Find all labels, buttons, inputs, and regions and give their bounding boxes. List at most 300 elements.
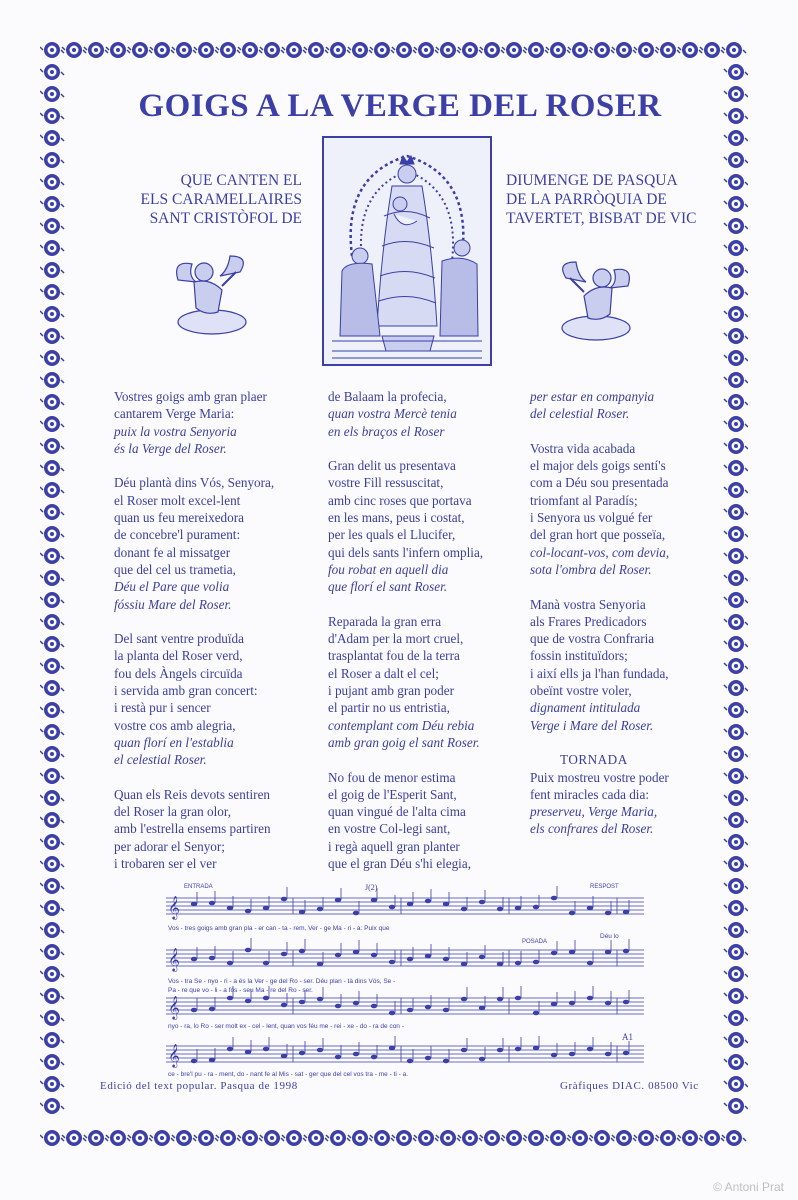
border-ornament — [40, 130, 64, 146]
music-note — [479, 1006, 485, 1011]
border-ornament — [724, 1098, 748, 1114]
border-ornament — [40, 504, 64, 520]
border-ornament — [282, 42, 306, 58]
border-ornament — [40, 680, 64, 696]
border-ornament — [724, 174, 748, 190]
music-note — [335, 1055, 341, 1060]
border-ornament — [40, 1032, 64, 1048]
verse-line: en les mans, peus i costat, — [328, 510, 465, 526]
border-ornament — [128, 1130, 152, 1146]
music-note — [587, 961, 593, 966]
music-note — [587, 996, 593, 1001]
subtitle-left-line: ELS CARAMELLAIRES — [140, 191, 302, 208]
music-note — [281, 1054, 287, 1059]
music-note — [209, 1007, 215, 1012]
verse-line: Déu plantà dins Vós, Senyora, — [114, 475, 275, 491]
border-ornament — [700, 42, 724, 58]
music-note — [371, 1004, 377, 1009]
border-ornament — [524, 42, 548, 58]
border-ornament — [634, 1130, 658, 1146]
border-ornament — [546, 42, 570, 58]
subtitle-right-line: DIUMENGE DE PASQUA — [506, 172, 678, 189]
page-title: GOIGS A LA VERGE DEL ROSER — [138, 88, 662, 124]
music-mark-posada: POSADA — [522, 939, 548, 945]
subtitle-left-line: QUE CANTEN EL — [180, 172, 302, 189]
virgin-of-the-rosary-woodcut — [322, 136, 492, 366]
border-ornament — [724, 86, 748, 102]
music-note — [299, 949, 305, 954]
border-ornament — [40, 240, 64, 256]
lyric-line: Vos - tra Se - nyo - ri - a és la Ver - ge del Ro - ser. Déu plan - tà dins Vós, Se - — [168, 978, 396, 985]
stanza-gap — [530, 734, 730, 751]
verse-line: i servida amb gran concert: — [114, 683, 258, 699]
music-note — [443, 1059, 449, 1064]
border-ornament — [216, 42, 240, 58]
border-ornament — [40, 548, 64, 564]
music-note — [263, 1047, 269, 1052]
border-ornament — [40, 1130, 64, 1146]
border-ornament — [724, 900, 748, 916]
verse-line: el Roser a dalt el cel; — [328, 665, 439, 681]
border-ornament — [724, 240, 748, 256]
verse-line: de concebre'l purament: — [114, 527, 241, 543]
verse-line: preserveu, Verge Maria, — [530, 804, 658, 820]
verse-line: fossin instituïdors; — [530, 648, 628, 664]
verse-line: contemplant com Déu rebia — [328, 717, 475, 733]
cherub-right-icon — [556, 256, 636, 346]
border-ornament — [238, 42, 262, 58]
music-note — [443, 902, 449, 907]
border-ornament — [502, 1130, 526, 1146]
verse-line: Déu el Pare que volia — [114, 579, 230, 595]
border-ornament — [568, 1130, 592, 1146]
music-note — [443, 957, 449, 962]
music-note — [317, 997, 323, 1002]
verse-line: Manà vostra Senyoria — [530, 596, 646, 612]
verse-line: d'Adam per la mort cruel, — [328, 631, 464, 647]
border-ornament — [40, 658, 64, 674]
music-mark-respost: RESPOST — [590, 884, 619, 890]
border-ornament — [724, 1010, 748, 1026]
border-ornament — [568, 42, 592, 58]
verse-line: que de vostra Confraria — [530, 631, 655, 647]
verse-line: del Roser la gran olor, — [114, 804, 232, 820]
music-note — [551, 951, 557, 956]
verse-line: i restà pur i sencer — [114, 700, 211, 716]
music-note — [569, 1001, 575, 1006]
music-note — [533, 1011, 539, 1016]
border-ornament — [724, 218, 748, 234]
border-ornament — [40, 812, 64, 828]
border-ornament — [40, 108, 64, 124]
border-ornament — [724, 1054, 748, 1070]
music-note — [533, 960, 539, 965]
border-ornament — [40, 372, 64, 388]
border-ornament — [722, 42, 746, 58]
border-ornament — [436, 42, 460, 58]
border-ornament — [480, 1130, 504, 1146]
border-ornament — [724, 922, 748, 938]
verse-line: en vostre Col-legi sant, — [328, 821, 451, 837]
border-ornament — [40, 64, 64, 80]
music-note — [317, 907, 323, 912]
border-ornament — [40, 350, 64, 366]
border-ornament — [40, 702, 64, 718]
music-note — [497, 997, 503, 1002]
music-note — [227, 996, 233, 1001]
verse-line: quan us feu mereixedora — [114, 510, 244, 526]
music-note — [605, 1001, 611, 1006]
border-ornament — [40, 834, 64, 850]
verse-line: Gran delit us presentava — [328, 458, 456, 474]
verse-line: per adorar el Senyor; — [114, 838, 225, 854]
border-ornament — [612, 1130, 636, 1146]
border-ornament — [40, 1076, 64, 1092]
verse-line: quan vingué de l'alta cima — [328, 804, 466, 820]
music-note — [227, 1047, 233, 1052]
music-note — [191, 957, 197, 962]
border-ornament — [40, 306, 64, 322]
lyric-line: ce - bre'l pu - ra - ment, do - nant fe al Mis - sat - ger que del cel vos tra - me - ti - a. — [168, 1071, 409, 1078]
music-note — [497, 907, 503, 912]
verse-line: trasplantat fou de la terra — [328, 648, 460, 664]
border-ornament — [612, 42, 636, 58]
verse-line: dignament intitulada — [530, 700, 641, 716]
music-note — [191, 902, 197, 907]
verse-line: Reparada la gran erra — [328, 613, 442, 629]
border-ornament — [40, 174, 64, 190]
music-note — [587, 906, 593, 911]
verse-column-1 — [114, 388, 324, 872]
music-note — [335, 1004, 341, 1009]
border-ornament — [436, 1130, 460, 1146]
border-ornament — [304, 1130, 328, 1146]
music-note — [299, 1051, 305, 1056]
border-ornament — [524, 1130, 548, 1146]
border-ornament — [724, 196, 748, 212]
verse-line: qui dels sants l'infern omplia, — [328, 544, 484, 560]
border-ornament — [40, 592, 64, 608]
music-note — [569, 911, 575, 916]
music-note — [425, 1056, 431, 1061]
verse-line: del celestial Roser. — [530, 406, 630, 422]
border-ornament — [40, 416, 64, 432]
border-ornament — [458, 1130, 482, 1146]
border-ornament — [40, 394, 64, 410]
verse-line: vostre Fill ressuscitat, — [328, 475, 444, 491]
verse-line: en els braços el Roser — [328, 423, 445, 439]
music-note — [191, 1059, 197, 1064]
music-note — [353, 950, 359, 955]
verse-line: el major dels goigs sentí's — [530, 458, 666, 474]
border-ornament — [84, 1130, 108, 1146]
verse-line: Del sant ventre produïda — [114, 631, 245, 647]
verse-line: per les quals el Llucifer, — [328, 527, 456, 543]
music-note — [371, 898, 377, 903]
border-ornament — [40, 614, 64, 630]
border-ornament — [62, 1130, 86, 1146]
verse-line: i Senyora us volgué fer — [530, 510, 653, 526]
border-ornament — [724, 130, 748, 146]
music-note — [281, 1003, 287, 1008]
border-ornament — [724, 988, 748, 1004]
border-ornament — [326, 42, 350, 58]
border-ornament — [150, 1130, 174, 1146]
border-ornament — [724, 350, 748, 366]
printer-note: Gràfiques DIAC. 08500 Vic — [560, 1080, 699, 1092]
border-ornament — [724, 372, 748, 388]
treble-clef-icon: 𝄞 — [168, 997, 180, 1019]
border-ornament — [590, 1130, 614, 1146]
verse-line: col-locant-vos, com devia, — [530, 544, 670, 560]
border-ornament — [724, 1032, 748, 1048]
border-ornament — [414, 1130, 438, 1146]
verse-line: com a Déu sou presentada — [530, 475, 669, 491]
border-ornament — [282, 1130, 306, 1146]
verse-line: i així ells ja l'han fundada, — [530, 665, 669, 681]
border-ornament — [150, 42, 174, 58]
verse-line: sota l'ombra del Roser. — [530, 561, 652, 577]
verse-line: i pujant amb gran poder — [328, 683, 454, 699]
verse-line: amb cinc roses que portava — [328, 492, 472, 508]
music-note — [533, 1046, 539, 1051]
music-score — [160, 880, 650, 1080]
treble-clef-icon: 𝄞 — [168, 1045, 180, 1067]
music-note — [425, 899, 431, 904]
border-ornament — [590, 42, 614, 58]
verse-column-3 — [530, 388, 730, 838]
border-ornament — [40, 790, 64, 806]
music-note — [407, 1008, 413, 1013]
border-ornament — [40, 856, 64, 872]
border-ornament — [724, 944, 748, 960]
verse-line: amb gran goig el sant Roser. — [328, 734, 480, 750]
lyric-line: nyo - ra, lo Ro - ser molt ex - cel - lent, quan vos féu me - rei - xe - do - ra de con - — [168, 1023, 404, 1030]
border-ornament — [724, 856, 748, 872]
border-ornament — [370, 1130, 394, 1146]
border-ornament — [62, 42, 86, 58]
border-ornament — [370, 42, 394, 58]
music-note — [461, 997, 467, 1002]
music-note — [335, 953, 341, 958]
border-ornament — [656, 42, 680, 58]
verse-line: fou dels Àngels circuïda — [114, 665, 243, 681]
verse-line: fóssiu Mare del Roser. — [114, 596, 232, 612]
verse-line: que del cel us trametia, — [114, 561, 236, 577]
verse-line: Puix mostreu vostre poder — [530, 769, 669, 785]
border-ornament — [700, 1130, 724, 1146]
music-note — [461, 907, 467, 912]
stanza-gap — [328, 440, 528, 457]
border-ornament — [40, 42, 64, 58]
music-note — [353, 1052, 359, 1057]
music-note — [389, 960, 395, 965]
border-ornament — [40, 1010, 64, 1026]
lyric-line: Vos - tres goigs amb gran pla - er can - ta - rem, Ver - ge Ma - ri - a: Puix que — [168, 925, 390, 932]
music-note — [299, 1000, 305, 1005]
border-ornament — [172, 42, 196, 58]
border-ornament — [40, 482, 64, 498]
verse-line: donant fe al missatger — [114, 544, 231, 560]
stanza-gap — [114, 457, 324, 474]
border-ornament — [40, 438, 64, 454]
border-ornament — [502, 42, 526, 58]
treble-clef-icon: 𝄞 — [168, 897, 180, 919]
music-note — [623, 949, 629, 954]
verse-column-2 — [328, 388, 528, 872]
border-ornament — [546, 1130, 570, 1146]
music-note — [281, 952, 287, 957]
music-note — [515, 996, 521, 1001]
subtitle-right — [506, 171, 716, 228]
border-ornament — [458, 42, 482, 58]
music-note — [263, 961, 269, 966]
music-note — [479, 900, 485, 905]
music-note — [245, 1050, 251, 1055]
border-ornament — [724, 262, 748, 278]
border-ornament — [40, 328, 64, 344]
verse-line: el partir no us entristia, — [328, 700, 450, 716]
music-note — [389, 1011, 395, 1016]
verse-line: obeïnt vostre voler, — [530, 683, 632, 699]
verse-line: els confrares del Roser. — [530, 821, 654, 837]
stanza-gap — [328, 596, 528, 613]
border-ornament — [348, 1130, 372, 1146]
music-note — [497, 1048, 503, 1053]
music-note — [569, 950, 575, 955]
music-note — [317, 962, 323, 967]
stanza-gap — [114, 769, 324, 786]
music-note — [605, 911, 611, 916]
music-note — [425, 954, 431, 959]
border-ornament — [326, 1130, 350, 1146]
border-ornament — [40, 460, 64, 476]
verse-line: que florí el sant Roser. — [328, 579, 448, 595]
border-ornament — [106, 1130, 130, 1146]
border-ornament — [40, 636, 64, 652]
border-ornament — [40, 526, 64, 542]
cherub-left-icon — [170, 250, 250, 340]
verse-line: de Balaam la profecia, — [328, 389, 447, 404]
music-note — [515, 961, 521, 966]
verse-line: fent miracles cada dia: — [530, 786, 649, 802]
music-note — [623, 1000, 629, 1005]
border-ornament — [260, 1130, 284, 1146]
border-ornament — [238, 1130, 262, 1146]
border-ornament — [724, 64, 748, 80]
border-ornament — [40, 768, 64, 784]
music-note — [461, 1048, 467, 1053]
border-ornament — [480, 42, 504, 58]
music-note — [551, 1053, 557, 1058]
music-note — [389, 905, 395, 910]
border-ornament — [40, 196, 64, 212]
music-note — [263, 996, 269, 1001]
border-ornament — [392, 1130, 416, 1146]
verse-line: No fou de menor estima — [328, 769, 456, 785]
verse-line: triomfant al Paradís; — [530, 492, 638, 508]
music-note — [569, 1052, 575, 1057]
border-ornament — [216, 1130, 240, 1146]
music-note — [533, 905, 539, 910]
verse-line: amb l'estrella ensems partiren — [114, 821, 271, 837]
music-note — [605, 950, 611, 955]
border-ornament — [724, 966, 748, 982]
border-ornament — [40, 922, 64, 938]
verse-line: puix la vostra Senyoria — [114, 423, 237, 439]
lyric-line-alt: Déu lo — [600, 933, 619, 940]
music-note — [461, 962, 467, 967]
music-note — [425, 1005, 431, 1010]
subtitle-left-line: SANT CRISTÒFOL DE — [149, 210, 302, 227]
border-ornament — [40, 988, 64, 1004]
border-ornament — [40, 944, 64, 960]
border-ornament — [392, 42, 416, 58]
music-note — [515, 1047, 521, 1052]
verse-line: Vostres goigs amb gran plaer — [114, 389, 267, 404]
verse-line: el goig de l'Esperit Sant, — [328, 786, 457, 802]
verse-line: que el gran Déu s'hi elegia, — [328, 856, 471, 872]
verse-line: als Frares Predicadors — [530, 613, 647, 629]
border-ornament — [40, 152, 64, 168]
treble-clef-icon: 𝄞 — [168, 949, 180, 971]
verse-line: i regà aquell gran planter — [328, 838, 460, 854]
stanza-gap — [114, 613, 324, 630]
music-note — [227, 961, 233, 966]
verse-line: per estar en companyia — [530, 389, 655, 404]
border-ornament — [40, 900, 64, 916]
music-note — [587, 1047, 593, 1052]
border-ornament — [172, 1130, 196, 1146]
music-mark-al-segno: A1 — [622, 1032, 633, 1042]
tornada-heading: TORNADA — [560, 752, 628, 768]
verse-line: Vostra vida acabada — [530, 440, 636, 456]
music-note — [623, 910, 629, 915]
border-ornament — [40, 570, 64, 586]
verse-line: i trobaren ser el ver — [114, 856, 217, 872]
stanza-gap — [530, 423, 730, 440]
verse-line: cantarem Verge Maria: — [114, 406, 235, 422]
verse-line: vostre cos amb alegria, — [114, 717, 236, 733]
border-ornament — [724, 284, 748, 300]
music-note — [389, 1046, 395, 1051]
border-ornament — [40, 262, 64, 278]
photo-credit: © Antoni Prat — [713, 1180, 784, 1194]
border-ornament — [724, 108, 748, 124]
border-ornament — [724, 1076, 748, 1092]
border-ornament — [414, 42, 438, 58]
border-ornament — [40, 724, 64, 740]
music-note — [479, 1057, 485, 1062]
music-note — [299, 910, 305, 915]
music-note — [209, 901, 215, 906]
border-ornament — [40, 284, 64, 300]
music-note — [371, 1055, 377, 1060]
music-note — [623, 1051, 629, 1056]
border-ornament — [348, 42, 372, 58]
border-ornament — [724, 152, 748, 168]
music-note — [227, 906, 233, 911]
border-ornament — [634, 42, 658, 58]
border-ornament — [194, 1130, 218, 1146]
music-note — [317, 1048, 323, 1053]
verse-line: el celestial Roser. — [114, 752, 207, 768]
music-note — [209, 1058, 215, 1063]
border-ornament — [40, 1054, 64, 1070]
lyric-line-alt: Pa - re que vo - li - a fós - seu Ma - re del Ro - ser. — [168, 987, 313, 994]
verse-line: quan vostra Mercè tenia — [328, 406, 457, 422]
border-ornament — [128, 42, 152, 58]
